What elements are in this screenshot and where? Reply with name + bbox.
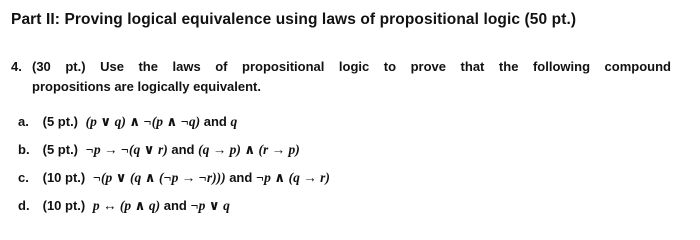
expression-left: (p ∨ q) ∧ ¬(p ∧ ¬q) <box>85 114 201 129</box>
subproblem-letter: b. <box>18 142 30 157</box>
joiner-word: and <box>171 142 195 157</box>
subproblem-c <box>18 169 678 197</box>
joiner-word: and <box>203 114 227 129</box>
problem-statement <box>32 57 671 97</box>
problem-number: 4. <box>11 59 22 74</box>
subproblem-list <box>18 113 678 225</box>
problem-4 <box>11 57 671 97</box>
subproblem-letter: c. <box>18 170 29 185</box>
subproblem-a <box>18 113 678 141</box>
joiner-word: and <box>229 170 253 185</box>
expression-left: p ↔ (p ∧ q) <box>92 198 161 213</box>
subproblem-d <box>18 197 678 225</box>
expression-right: q <box>230 114 238 129</box>
expression-left: ¬p → ¬(q ∨ r) <box>85 142 168 157</box>
expression-right: ¬p ∧ (q → r) <box>255 170 330 185</box>
subproblem-points: (5 pt.) <box>42 114 79 129</box>
problem-text-line-1: (30 pt.) Use the laws of propositional logic to prove that the following compound <box>32 59 671 74</box>
expression-right: (q → p) ∧ (r → p) <box>198 142 300 157</box>
joiner-word: and <box>163 198 187 213</box>
subproblem-letter: a. <box>18 114 29 129</box>
subproblem-points: (5 pt.) <box>42 142 79 157</box>
subproblem-points: (10 pt.) <box>42 198 86 213</box>
subproblem-letter: d. <box>18 198 30 213</box>
section-title: Part II: Proving logical equivalence using laws of propositional logic (50 pt.) <box>11 11 577 28</box>
expression-right: ¬p ∨ q <box>190 198 230 213</box>
subproblem-points: (10 pt.) <box>42 170 86 185</box>
expression-left: ¬(p ∨ (q ∧ (¬p → ¬r))) <box>92 170 226 185</box>
problem-text-line-2: propositions are logically equivalent. <box>32 79 261 94</box>
subproblem-b <box>18 141 678 169</box>
